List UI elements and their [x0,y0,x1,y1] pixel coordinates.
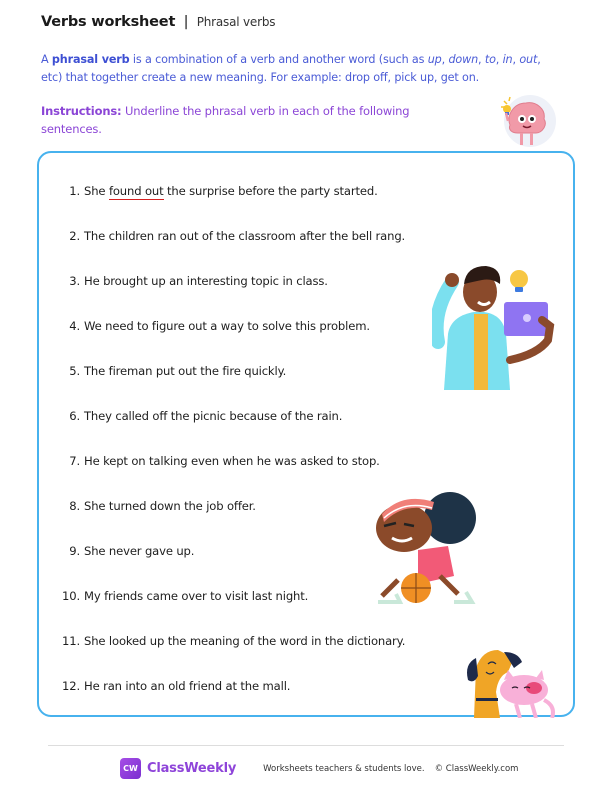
underlined-phrasal-verb: found out [108,184,164,198]
worksheet-title: Verbs worksheet [41,14,176,30]
sentence-text: My friends came over to visit last night. [84,589,309,603]
classweekly-logo-icon: CW [120,758,141,779]
sentence-text: She never gave up. [84,544,195,558]
intro-text: is a combination of a verb and another word (such as [129,53,428,66]
man-with-tablet-illustration-icon [432,262,557,390]
sentence-item [59,364,405,409]
sentence-item [59,229,405,274]
sentence-text: He brought up an interesting topic in class. [84,274,328,288]
footer-tagline: Worksheets teachers & students love. [263,763,425,774]
instructions-label: Instructions: [41,104,122,118]
sentence-text: The fireman put out the fire quickly. [84,364,287,378]
instructions-text: Underline the phrasal verb in each of the following sentences. [41,104,410,136]
worksheet-header [41,14,275,30]
sentence-item [59,454,405,499]
sentence-number: 7. [69,454,80,468]
sentence-list [59,184,405,724]
sentence-number: 9. [69,544,80,558]
girl-basketball-illustration-icon [368,488,483,610]
footer-divider [48,745,564,746]
sentence-text: She [84,184,109,198]
sentence-text: We need to figure out a way to solve this problem. [84,319,370,333]
comma: , [512,53,520,66]
intro-term: phrasal verb [51,53,130,66]
sentence-item [59,274,405,319]
dog-and-cat-illustration-icon [460,642,560,718]
sentence-number: 8. [69,499,80,513]
footer [120,758,518,779]
worksheet-subtitle: Phrasal verbs [196,15,276,29]
sentence-item [59,589,405,634]
intro-example: in [502,53,513,66]
comma: , [495,53,503,66]
intro-example: down [448,53,479,66]
sentence-item [59,544,405,589]
sentence-text: She turned down the job offer. [84,499,256,513]
sentence-item [59,634,405,679]
sentence-item [59,409,405,454]
intro-example: out [519,53,538,66]
footer-copyright: © ClassWeekly.com [434,763,519,774]
comma: , [478,53,485,66]
sentence-number: 6. [69,409,80,423]
intro-text: , etc) that together create a new meaning. For example: drop off, pick up, get on. [41,53,541,84]
sentence-number: 11. [62,634,80,648]
sentence-number: 4. [69,319,80,333]
sentence-item [59,499,405,544]
sentence-number: 1. [69,184,80,198]
intro-example: to [484,53,496,66]
sentence-number: 12. [62,679,80,693]
intro-example: up [427,53,442,66]
sentence-item [59,184,405,229]
sentence-number: 2. [69,229,80,243]
sentence-number: 10. [62,589,80,603]
sentence-text: The children ran out of the classroom after the bell rang. [84,229,406,243]
instructions [41,102,441,138]
comma: , [441,53,449,66]
sentence-text: They called off the picnic because of the rain. [84,409,343,423]
brain-mascot-icon [496,93,556,153]
sentence-number: 5. [69,364,80,378]
brand-name: ClassWeekly [147,761,237,776]
sentence-text: He kept on talking even when he was asked to stop. [84,454,380,468]
title-separator: | [183,14,189,30]
sentence-item [59,319,405,364]
sentence-text: He ran into an old friend at the mall. [84,679,291,693]
intro-text: A [41,53,52,66]
sentence-text: the surprise before the party started. [163,184,378,198]
sentence-item [59,679,405,724]
sentence-text: She looked up the meaning of the word in the dictionary. [84,634,406,648]
intro-paragraph [41,51,546,87]
sentence-number: 3. [69,274,80,288]
